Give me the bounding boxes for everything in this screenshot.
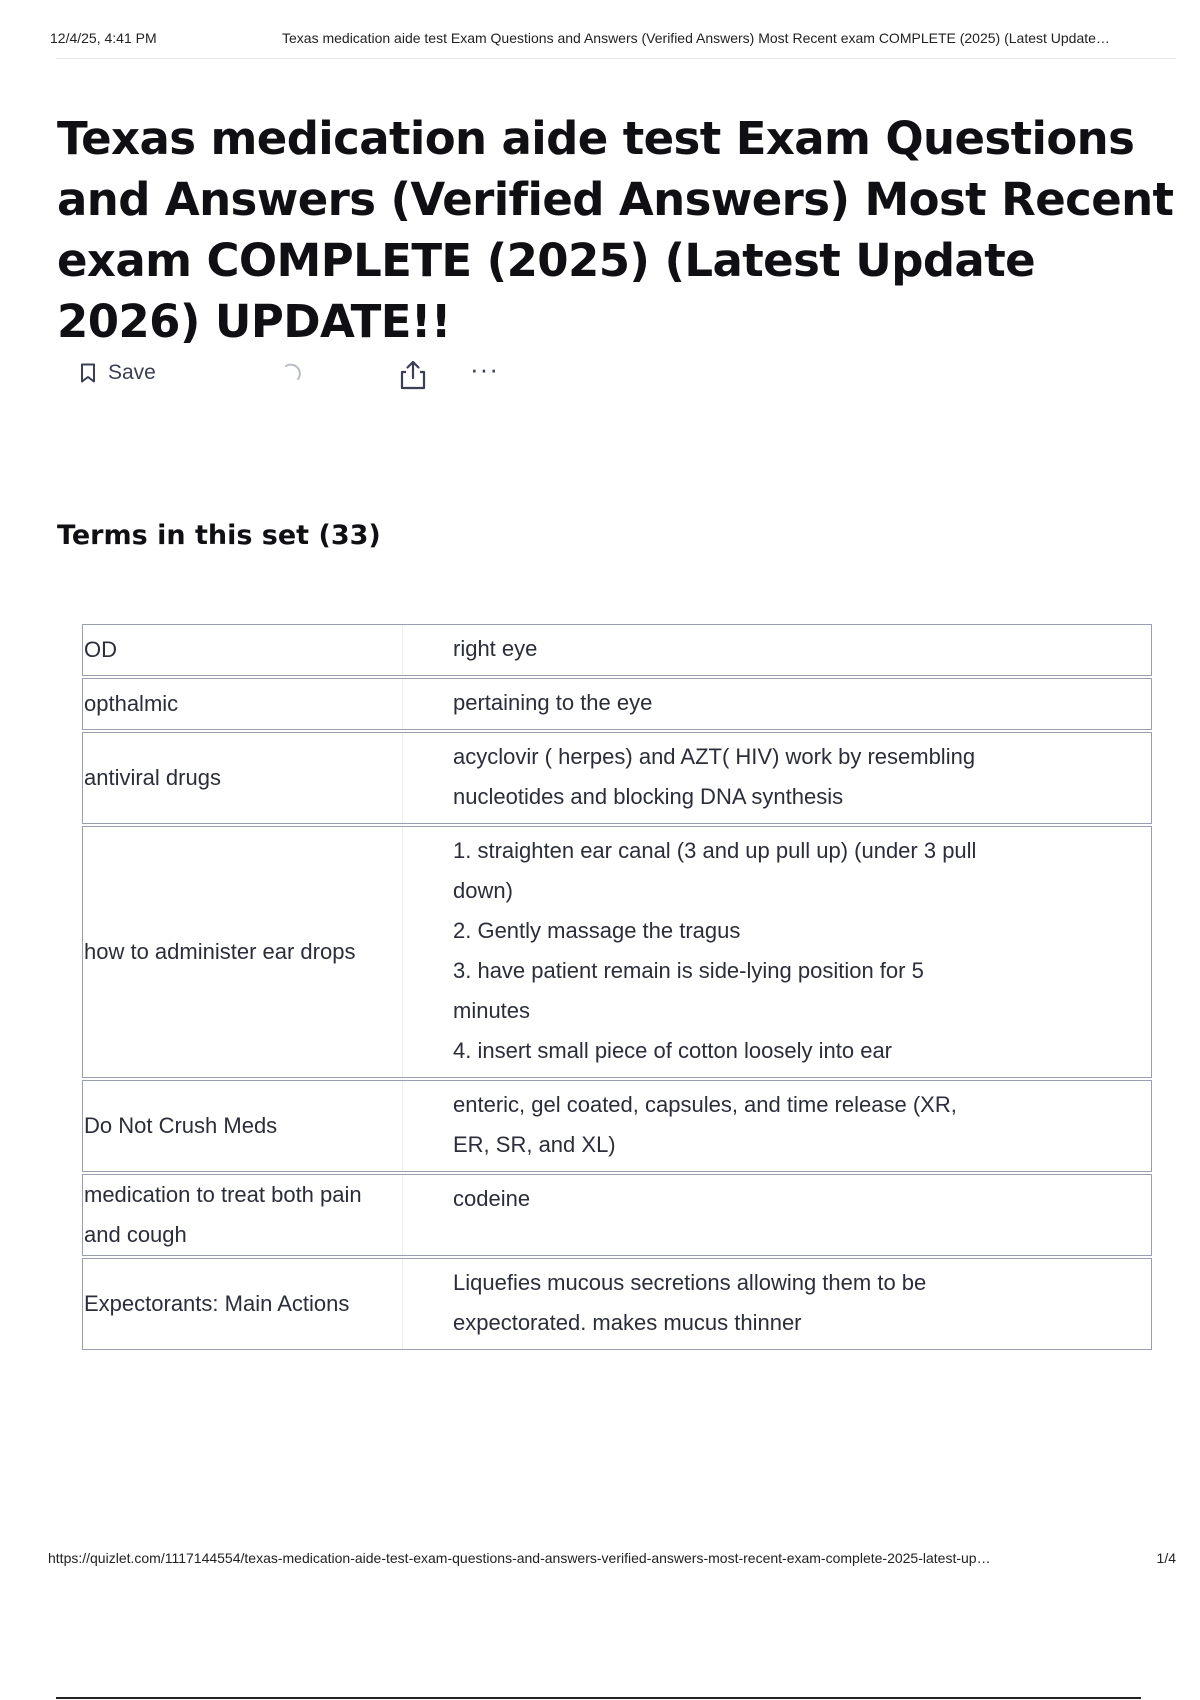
definition-text — [403, 1081, 1151, 1171]
definition-text — [403, 625, 1151, 675]
definition-line: pertaining to the eye — [453, 690, 653, 715]
save-label: Save — [108, 361, 156, 384]
print-timestamp: 12/4/25, 4:41 PM — [50, 30, 157, 46]
definition-text — [403, 679, 1151, 729]
definition-text — [403, 1175, 1151, 1255]
definition-line: expectorated. makes mucus thinner — [453, 1310, 802, 1335]
print-header — [50, 30, 1176, 46]
save-button[interactable] — [80, 361, 156, 385]
loading-spinner-icon — [278, 361, 304, 392]
definition-text — [403, 827, 1151, 1077]
term-text: OD — [83, 625, 403, 675]
term-row — [82, 678, 1152, 730]
page-number: 1/4 — [1156, 1550, 1176, 1566]
term-row — [82, 624, 1152, 676]
term-text: Do Not Crush Meds — [83, 1081, 403, 1171]
print-page-title: Texas medication aide test Exam Questions and Answers (Verified Answers) Most Recent exam COMPLETE (2025) (Latest Update… — [282, 30, 1110, 46]
definition-text — [403, 1259, 1151, 1349]
definition-line: nucleotides and blocking DNA synthesis — [453, 784, 844, 809]
page-url: https://quizlet.com/1117144554/texas-medication-aide-test-exam-questions-and-answers-verified-answers-most-recent-exam-complete-2025-latest-up… — [48, 1550, 991, 1566]
term-row — [82, 1174, 1152, 1256]
definition-line: minutes — [453, 998, 531, 1023]
set-title: Texas medication aide test Exam Questions and Answers (Verified Answers) Most Recent exam COMPLETE (2025) (Latest Update 2026) UPDATE!! — [57, 112, 1174, 348]
term-text: antiviral drugs — [83, 733, 403, 823]
definition-text — [403, 733, 1151, 823]
definition-line: acyclovir ( herpes) and AZT( HIV) work by resembling — [453, 744, 976, 769]
bottom-divider — [56, 1697, 1141, 1699]
term-row — [82, 732, 1152, 824]
term-text: medication to treat both pain and cough — [83, 1175, 403, 1255]
definition-line: down) — [453, 878, 513, 903]
term-row — [82, 1080, 1152, 1172]
term-text: Expectorants: Main Actions — [83, 1259, 403, 1349]
print-footer — [48, 1550, 1176, 1566]
header-divider — [56, 58, 1176, 59]
term-row — [82, 1258, 1152, 1350]
definition-line: codeine — [453, 1186, 531, 1211]
definition-line: 1. straighten ear canal (3 and up pull up) (under 3 pull — [453, 838, 977, 863]
definition-line: 3. have patient remain is side-lying position for 5 — [453, 958, 924, 983]
terms-heading: Terms in this set (33) — [57, 520, 381, 551]
term-row — [82, 826, 1152, 1078]
set-toolbar — [80, 355, 540, 395]
definition-line: enteric, gel coated, capsules, and time release (XR, — [453, 1092, 957, 1117]
bookmark-icon — [80, 363, 96, 383]
definition-line: ER, SR, and XL) — [453, 1132, 616, 1157]
share-icon[interactable] — [398, 359, 428, 396]
definition-line: 2. Gently massage the tragus — [453, 918, 741, 943]
terms-table — [82, 624, 1152, 1350]
definition-line: 4. insert small piece of cotton loosely into ear — [453, 1038, 893, 1063]
term-text: opthalmic — [83, 679, 403, 729]
definition-line: right eye — [453, 636, 538, 661]
definition-line: Liquefies mucous secretions allowing them to be — [453, 1270, 927, 1295]
more-icon[interactable]: ··· — [470, 354, 499, 384]
term-text: how to administer ear drops — [83, 827, 403, 1077]
